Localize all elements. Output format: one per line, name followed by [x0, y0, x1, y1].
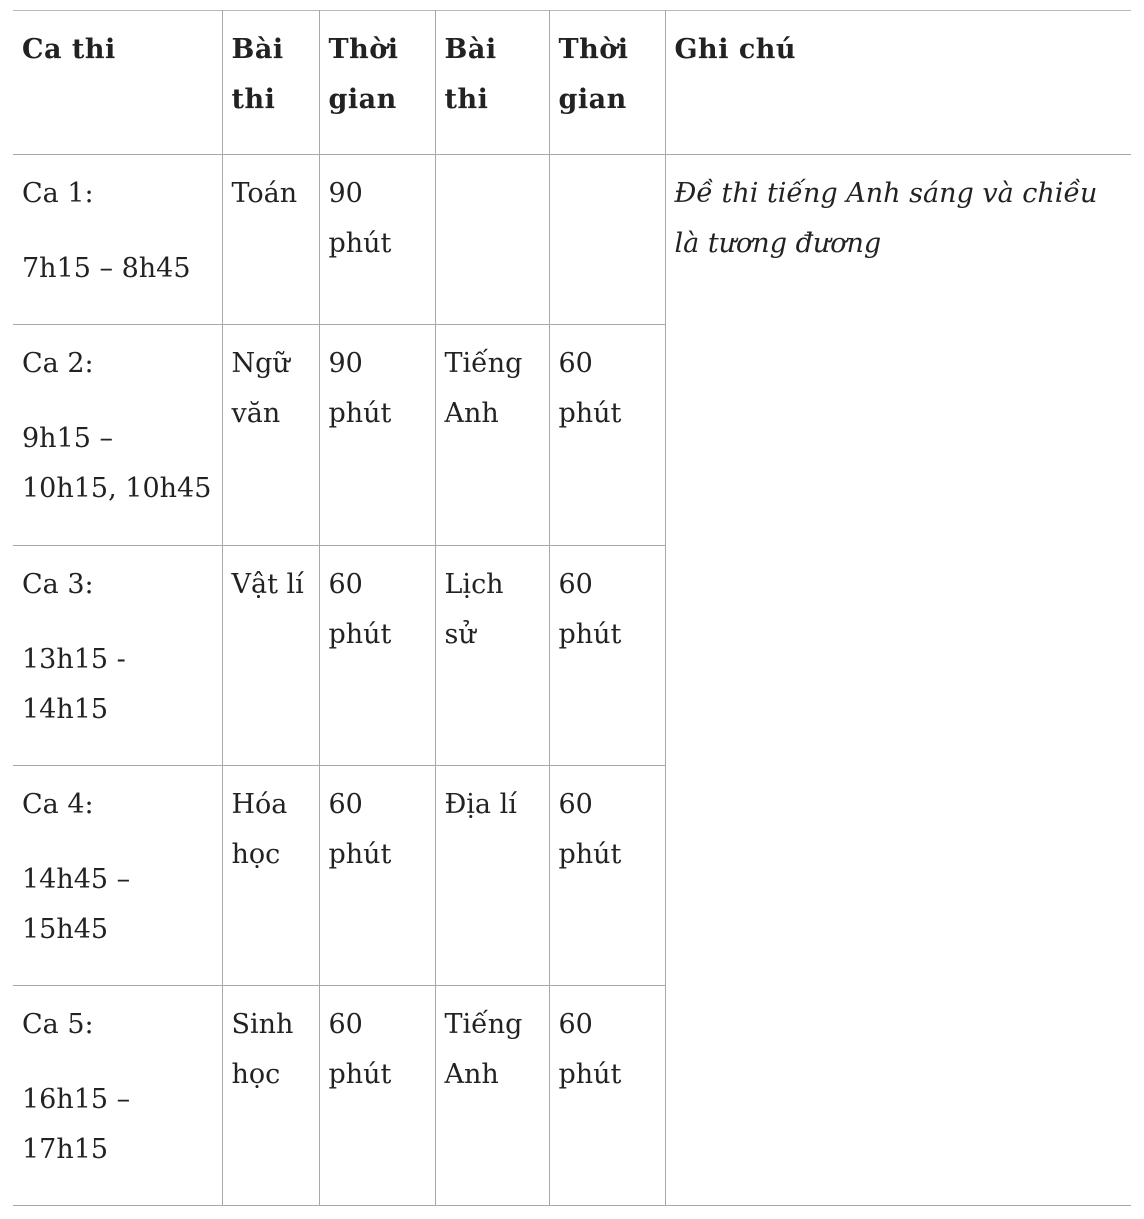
exam-2-cell: Tiếng Anh	[435, 986, 549, 1206]
duration-2-cell: 60 phút	[549, 766, 665, 986]
session-cell	[13, 986, 222, 1206]
table-header-row	[13, 11, 1131, 155]
session-cell	[13, 325, 222, 546]
header-session: Ca thi	[13, 11, 222, 155]
exam-2-cell: Lịch sử	[435, 546, 549, 766]
duration-2-cell: 60 phút	[549, 546, 665, 766]
duration-2-cell: 60 phút	[549, 325, 665, 546]
session-name: Ca 5:	[22, 1009, 94, 1040]
header-duration-2: Thời gian	[549, 11, 665, 155]
duration-1-cell: 90 phút	[319, 325, 435, 546]
session-name: Ca 2:	[22, 348, 94, 379]
exam-1-cell: Sinh học	[222, 986, 319, 1206]
session-name: Ca 3:	[22, 569, 94, 600]
session-time: 16h15 – 17h15	[22, 1084, 131, 1165]
session-time: 14h45 – 15h45	[22, 864, 131, 945]
exam-1-cell: Hóa học	[222, 766, 319, 986]
session-cell	[13, 155, 222, 325]
exam-2-cell: Tiếng Anh	[435, 325, 549, 546]
session-name: Ca 1:	[22, 178, 94, 209]
note-cell: Đề thi tiếng Anh sáng và chiều là tương đương	[665, 155, 1131, 1206]
header-exam-1: Bài thi	[222, 11, 319, 155]
duration-1-cell: 90 phút	[319, 155, 435, 325]
exam-1-cell: Ngữ văn	[222, 325, 319, 546]
exam-2-cell: Địa lí	[435, 766, 549, 986]
session-time: 9h15 – 10h15, 10h45	[22, 423, 212, 504]
duration-1-cell: 60 phút	[319, 546, 435, 766]
session-name: Ca 4:	[22, 789, 94, 820]
exam-schedule-table	[13, 10, 1131, 1206]
session-cell	[13, 766, 222, 986]
exam-1-cell: Toán	[222, 155, 319, 325]
duration-1-cell: 60 phút	[319, 766, 435, 986]
exam-2-cell	[435, 155, 549, 325]
duration-2-cell: 60 phút	[549, 986, 665, 1206]
table-row	[13, 155, 1131, 325]
header-exam-2: Bài thi	[435, 11, 549, 155]
header-duration-1: Thời gian	[319, 11, 435, 155]
duration-1-cell: 60 phút	[319, 986, 435, 1206]
session-time: 7h15 – 8h45	[22, 253, 191, 284]
exam-1-cell: Vật lí	[222, 546, 319, 766]
header-note: Ghi chú	[665, 11, 1131, 155]
duration-2-cell	[549, 155, 665, 325]
session-time: 13h15 - 14h15	[22, 644, 126, 725]
session-cell	[13, 546, 222, 766]
